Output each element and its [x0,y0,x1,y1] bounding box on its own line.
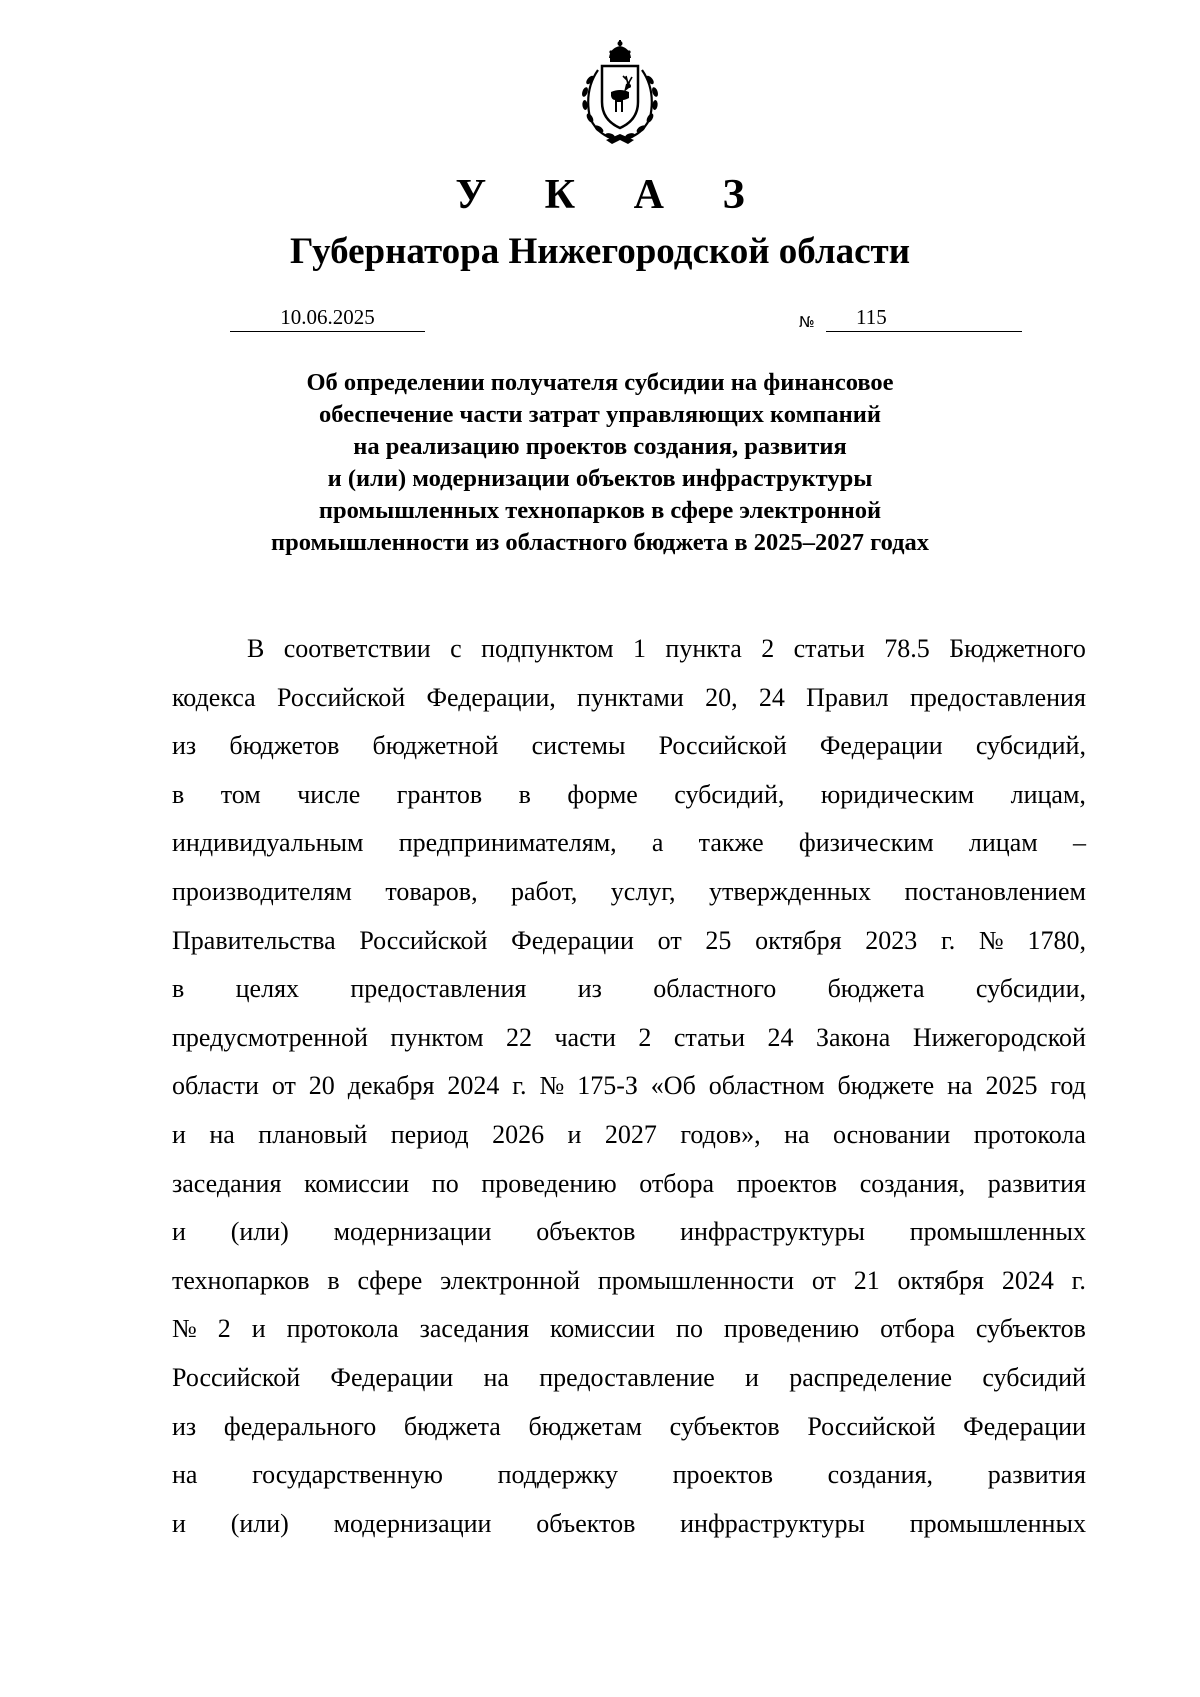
number-label: № [799,313,815,331]
body-line: в целях предоставления из областного бюджета субсидии, [172,974,1086,1004]
body-line: Правительства Российской Федерации от 25 октября 2023 г. № 1780, [172,925,1086,955]
body-line: и (или) модернизации объектов инфраструктуры промышленных [172,1508,1086,1538]
body-line: и (или) модернизации объектов инфраструктуры промышленных [172,1217,1086,1247]
body-line: на государственную поддержку проектов создания, развития [172,1460,1086,1490]
body-line: В соответствии с подпунктом 1 пункта 2 статьи 78.5 Бюджетного [247,634,1086,663]
subject-line: промышленности из областного бюджета в 2025–2027 годах [270,529,930,556]
body-line: и на плановый период 2026 и 2027 годов», на основании протокола [172,1119,1086,1149]
decree-title: У К А З [455,172,769,218]
body-line: кодекса Российской Федерации, пунктами 20, 24 Правил предоставления [172,682,1086,712]
subject-line: и (или) модернизации объектов инфраструктуры [327,465,873,492]
subject-line: Об определении получателя субсидии на финансовое [306,369,894,396]
body-line: Российской Федерации на предоставление и распределение субсидий [172,1362,1086,1392]
body-line: из федерального бюджета бюджетам субъектов Российской Федерации [172,1411,1086,1441]
subject-line: промышленных технопарков в сфере электронной [318,497,882,524]
body-line: предусмотренной пунктом 22 части 2 статьи 24 Закона Нижегородской [172,1022,1086,1052]
decree-subject [0,367,1200,559]
body-line: технопарков в сфере электронной промышленности от 21 октября 2024 г. [172,1265,1086,1295]
decree-date: 10.06.2025 [230,305,425,332]
decree-number: 115 [856,305,887,329]
body-line: области от 20 декабря 2024 г. № 175-З «Об областном бюджете на 2025 год [172,1071,1086,1101]
subject-line: обеспечение части затрат управляющих компаний [319,401,881,428]
subject-line: на реализацию проектов создания, развития [353,433,847,460]
body-line: из бюджетов бюджетной системы Российской Федерации субсидий, [172,731,1086,761]
body-line: индивидуальным предпринимателям, а также физическим лицам – [172,828,1086,858]
decree-number-field [826,305,1022,332]
decree-body [172,625,1086,1548]
body-line: в том числе грантов в форме субсидий, юридическим лицам, [172,779,1086,809]
body-line: производителям товаров, работ, услуг, утвержденных постановлением [172,876,1086,906]
body-line: заседания комиссии по проведению отбора проектов создания, развития [172,1168,1086,1198]
coat-of-arms-icon [568,40,672,146]
body-line: № 2 и протокола заседания комиссии по проведению отбора субъектов [172,1314,1086,1344]
issuer-title: Губернатора Нижегородской области [289,231,911,272]
